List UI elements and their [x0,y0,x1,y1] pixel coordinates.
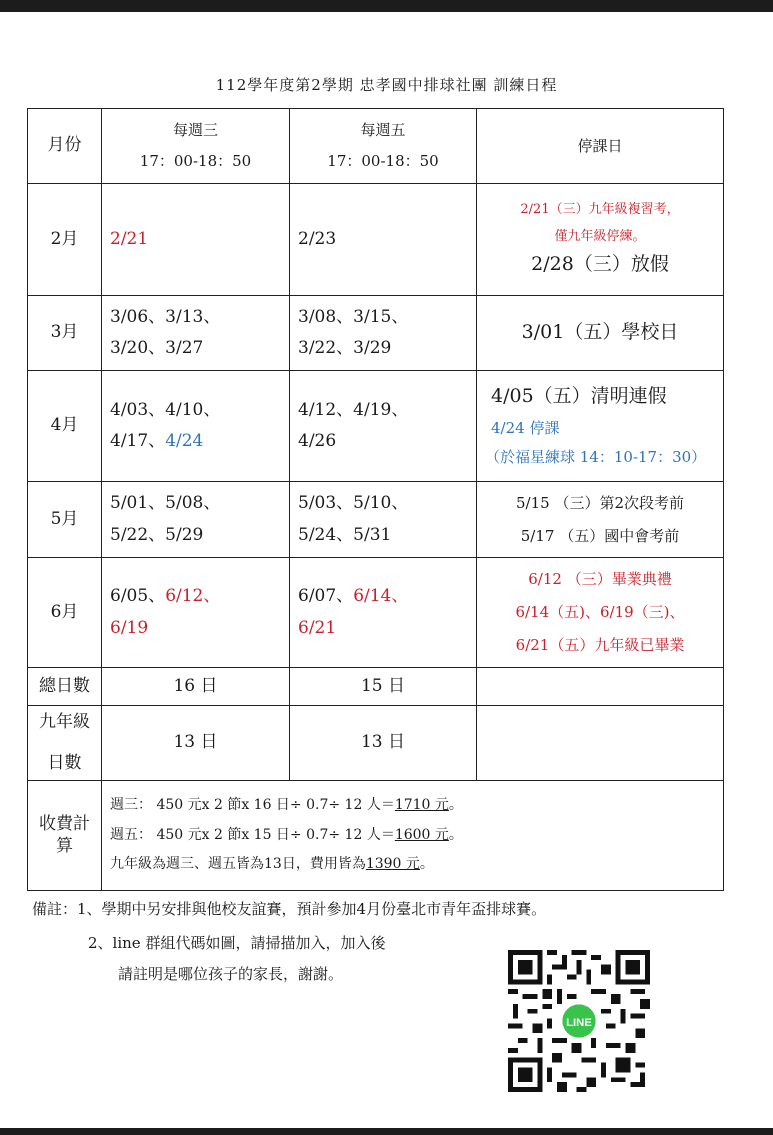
grade9-label [28,706,102,781]
page-title: 112學年度第2學期 忠孝國中排球社團 訓練日程 [215,76,558,94]
row-fees [28,781,724,891]
fri-dates [290,296,477,371]
month-cell: 3月 [28,296,102,371]
fee-end: 。 [448,797,463,814]
note-1: 備註：1、學期中另安排與他校友誼賽，預計參加4月份臺北市青年盃排球賽。 [32,900,547,918]
fee-end: 。 [419,856,434,873]
stop-days [477,558,724,668]
date-red: 6/21 [298,617,337,638]
stop-note: 6/12 （三）畢業典禮 [528,570,672,589]
date-line: 5/01、5/08、 [110,493,221,514]
date-line: 3/20、3/27 [110,338,204,358]
row-feb [28,184,724,296]
date-red: 6/14、 [353,586,409,607]
wed-dates [102,371,290,482]
fee-fri [110,821,715,851]
wed-time: 17：00-18：50 [139,152,252,170]
grade9-fri: 13 日 [290,706,477,781]
bottom-border [0,1128,773,1135]
stop-note: 6/14（五)、6/19（三)、 [515,603,685,622]
date-line: 3/22、3/29 [298,338,392,358]
month-cell: 6月 [28,558,102,668]
note-3: 請註明是哪位孩子的家長，謝謝。 [118,965,344,983]
date-line: 3/06、3/13、 [110,306,221,327]
totals-label: 總日數 [28,668,102,706]
grade9-empty [477,706,724,781]
wed-label: 每週三 [172,121,218,140]
date-red: 6/19 [110,617,149,638]
stop-days [477,184,724,296]
stop-note: 2/28（三）放假 [531,252,669,275]
row-mar [28,296,724,371]
header-friday [290,109,477,184]
stop-note: 僅九年級停練。 [554,228,646,244]
fee-formula: 週五： 450 元x 2 節x 15 日÷ 0.7÷ 12 人＝ [110,826,395,843]
header-wednesday [102,109,290,184]
fri-dates [290,371,477,482]
date: 2/23 [298,228,337,249]
date-line: 4/03、4/10、 [110,399,221,420]
line-logo-text: LINE [566,1016,592,1029]
header-month: 月份 [28,109,102,184]
stop-note: 5/17 （五）國中會考前 [520,526,680,545]
header-row [28,109,724,184]
date: 4/17、 [110,431,166,451]
fee-grade9 [110,850,715,880]
totals-wed: 16 日 [102,668,290,706]
date-line: 5/03、5/10、 [298,493,409,514]
date-red: 2/21 [110,228,149,249]
date-line: 4/12、4/19、 [298,399,409,420]
fees-label: 收費計算 [28,781,102,891]
fees-detail [102,781,724,891]
note-2: 2、line 群組代碼如圖，請掃描加入，加入後 [88,934,386,952]
month-cell: 2月 [28,184,102,296]
date-red: 6/12、 [165,586,221,607]
fri-label: 每週五 [360,121,406,140]
date-blue: 4/24 [165,431,204,451]
fri-time: 17：00-18：50 [327,152,439,170]
stop-days [477,371,724,482]
row-totals [28,668,724,706]
stop-days [477,296,724,371]
fee-formula: 九年級為週三、週五皆為13日，費用皆為 [110,856,366,873]
fee-formula: 週三： 450 元x 2 節x 16 日÷ 0.7÷ 12 人＝ [110,797,395,814]
wed-dates [102,558,290,668]
grade9-wed: 13 日 [102,706,290,781]
date-line: 3/08、3/15、 [298,306,409,327]
stop-note: 4/05（五）清明連假 [491,385,667,408]
row-may [28,482,724,558]
date: 6/05、 [110,586,166,607]
wed-dates [102,482,290,558]
stop-note: 6/21（五）九年級已畢業 [515,635,685,654]
fee-total: 1390 元 [365,856,420,873]
fri-dates [290,482,477,558]
date-line: 5/22、5/29 [110,524,204,545]
date: 6/07、 [298,586,354,607]
grade9-label-line: 九年級 [39,711,90,732]
row-jun [28,558,724,668]
date-line [110,431,281,452]
header-stop: 停課日 [477,109,724,184]
fee-end: 。 [448,826,463,843]
row-grade9 [28,706,724,781]
fee-total: 1600 元 [394,826,449,843]
row-apr [28,371,724,482]
schedule-table [27,108,724,891]
stop-note: （於福星練球 14：10-17：30） [485,447,707,466]
stop-days [477,482,724,558]
date-line [110,586,281,607]
stop-note: 4/24 停課 [491,419,560,438]
fee-wed [110,791,715,821]
month-cell: 5月 [28,482,102,558]
date-line: 5/24、5/31 [298,524,392,545]
grade9-label-line: 日數 [47,753,82,773]
fri-dates [290,558,477,668]
stop-note: 5/15 （三）第2次段考前 [516,493,684,512]
top-border [0,0,773,12]
wed-dates [102,296,290,371]
wed-dates [102,184,290,296]
fri-dates [290,184,477,296]
stop-note: 3/01（五）學校日 [521,321,679,344]
date-line [298,586,468,607]
totals-empty [477,668,724,706]
date-line: 4/26 [298,431,337,451]
line-qr-code[interactable] [508,950,650,1092]
totals-fri: 15 日 [290,668,477,706]
stop-note: 2/21（三）九年級複習考， [520,202,680,218]
month-cell: 4月 [28,371,102,482]
fee-total: 1710 元 [394,797,449,814]
